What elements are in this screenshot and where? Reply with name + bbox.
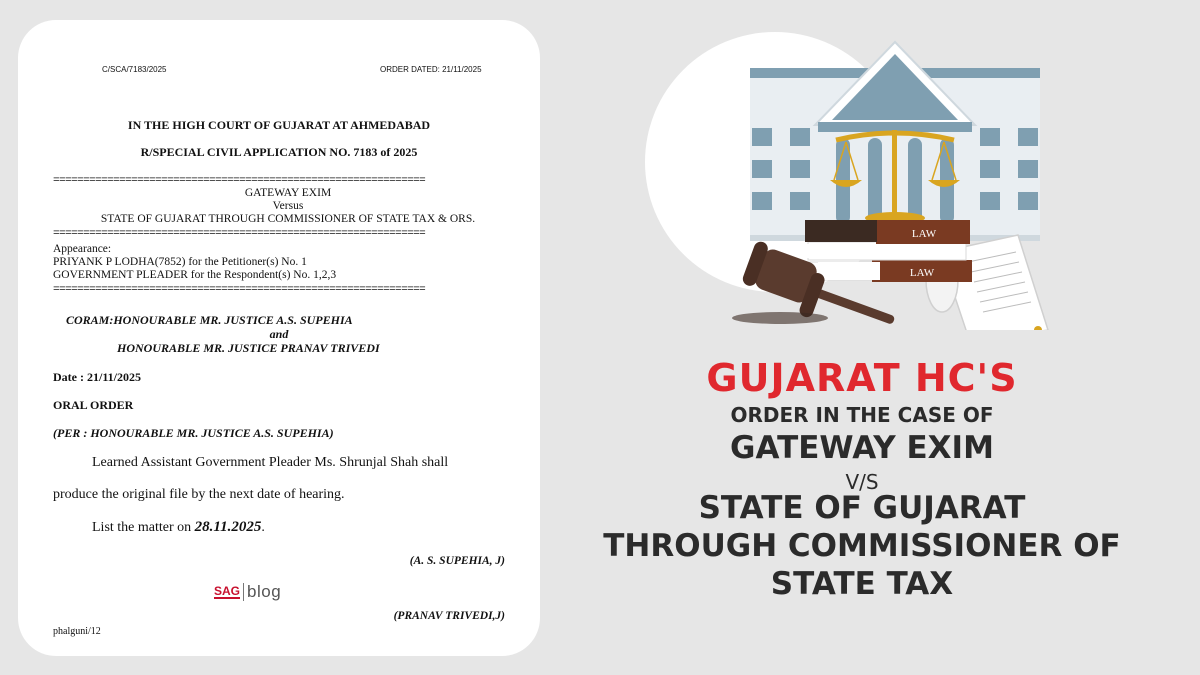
initials: phalguni/12 [53,626,101,637]
logo-word: blog [247,582,282,601]
order-document-card [18,20,540,656]
appearance-petitioner: PRIYANK P LODHA(7852) for the Petitioner(s) No. 1 [53,256,307,268]
headline-respondent-2: THROUGH COMMISSIONER OF [603,528,1121,564]
hearing-date: 28.11.2025 [194,519,262,535]
headline-respondent-1: STATE OF GUJARAT [698,490,1026,526]
petitioner-name: GATEWAY EXIM [244,187,332,199]
order-para-1-line-1: Learned Assistant Government Pleader Ms. Shrunjal Shah shall [92,455,449,470]
coram-line-1: CORAM:HONOURABLE MR. JUSTICE A.S. SUPEHIA [66,313,353,327]
headline-versus: V/S [845,470,879,494]
headline-petitioner: GATEWAY EXIM [730,430,994,466]
versus-text: Versus [272,200,304,212]
oral-order-heading: ORAL ORDER [53,398,134,412]
signature-trivedi: (PRANAV TRIVEDI,J) [393,610,505,622]
separator-line: ============================================================== [53,176,426,186]
separator-line: ============================================================== [53,285,426,295]
book-label-1: LAW [911,228,937,240]
headline-subtitle: ORDER IN THE CASE OF [730,403,994,427]
respondent-name: STATE OF GUJARAT THROUGH COMMISSIONER OF STATE TAX & ORS. [100,213,476,225]
separator-line: ============================================================== [53,229,426,239]
appearance-respondent: GOVERNMENT PLEADER for the Respondent(s) No. 1,2,3 [53,269,337,281]
order-para-2 [92,519,265,536]
headline-court: GUJARAT HC'S [706,356,1018,400]
order-para-1-line-2: produce the original file by the next date of hearing. [53,487,345,502]
law-books-icon [800,220,972,282]
logo-divider [243,583,244,601]
logo-brand: SAG [214,583,241,598]
appearance-label: Appearance: [53,243,112,255]
signature-supehia: (A. S. SUPEHIA, J) [409,555,505,567]
order-date: Date : 21/11/2025 [53,370,141,384]
book-label-2: LAW [909,267,935,279]
sag-blog-logo [214,582,281,602]
coram-line-2: HONOURABLE MR. JUSTICE PRANAV TRIVEDI [117,341,380,355]
per-line: (PER : HONOURABLE MR. JUSTICE A.S. SUPEHIA) [53,426,334,440]
case-number: C/SCA/7183/2025 [102,65,167,74]
coram-and: and [269,327,289,341]
order-date-header: ORDER DATED: 21/11/2025 [380,65,482,74]
order-para-2-suffix: . [261,520,265,535]
headline-respondent-3: STATE TAX [770,566,954,602]
court-name: IN THE HIGH COURT OF GUJARAT AT AHMEDABAD [127,118,431,132]
courthouse-illustration [640,30,1080,330]
order-para-2-prefix: List the matter on [92,520,192,535]
application-number: R/SPECIAL CIVIL APPLICATION NO. 7183 of 2025 [140,145,418,159]
